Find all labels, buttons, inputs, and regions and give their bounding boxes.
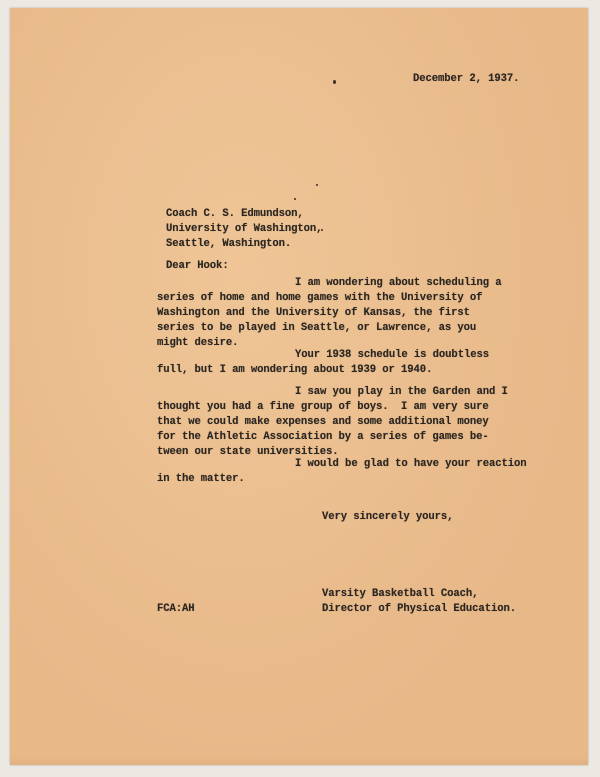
- signature-title: Varsity Basketball Coach,: [322, 588, 479, 600]
- paragraph-line: tween our state universities.: [157, 446, 339, 458]
- ink-speck: [316, 184, 318, 186]
- complimentary-close: Very sincerely yours,: [322, 511, 454, 523]
- paragraph-line: in the matter.: [157, 473, 245, 485]
- signature-position: Director of Physical Education.: [322, 603, 516, 615]
- paragraph-line: for the Athletic Association by a series of games be-: [157, 431, 489, 443]
- paragraph-line: I would be glad to have your reaction: [295, 458, 527, 470]
- paragraph-4: [157, 457, 527, 487]
- paragraph-line: full, but I am wondering about 1939 or 1940.: [157, 364, 433, 376]
- paragraph-line: might desire.: [157, 337, 239, 349]
- ink-speck: [294, 198, 296, 200]
- salutation: Dear Hook:: [166, 260, 229, 272]
- paragraph-line: series to be played in Seattle, or Lawrence, as you: [157, 322, 477, 334]
- letter-date: December 2, 1937.: [413, 73, 520, 85]
- letter-page: [10, 8, 588, 765]
- paragraph-line: thought you had a fine group of boys. I am very sure: [157, 401, 489, 413]
- recipient-institution: University of Washington,: [166, 223, 323, 235]
- paragraph-line: I saw you play in the Garden and I: [295, 386, 508, 398]
- paragraph-line: I am wondering about scheduling a: [295, 277, 502, 289]
- paragraph-line: Washington and the University of Kansas, the first: [157, 307, 470, 319]
- paragraph-line: Your 1938 schedule is doubtless: [295, 349, 489, 361]
- paragraph-line: series of home and home games with the University of: [157, 292, 483, 304]
- reference-initials: FCA:AH: [157, 603, 195, 615]
- ink-speck: [333, 80, 336, 84]
- paragraph-3: [157, 385, 508, 460]
- recipient-name: Coach C. S. Edmundson,: [166, 208, 304, 220]
- recipient-address: [166, 207, 322, 252]
- signature-block: [322, 587, 516, 617]
- paragraph-2: [157, 348, 489, 378]
- paragraph-line: that we could make expenses and some additional money: [157, 416, 489, 428]
- recipient-city: Seattle, Washington.: [166, 238, 292, 250]
- paragraph-1: [157, 276, 502, 351]
